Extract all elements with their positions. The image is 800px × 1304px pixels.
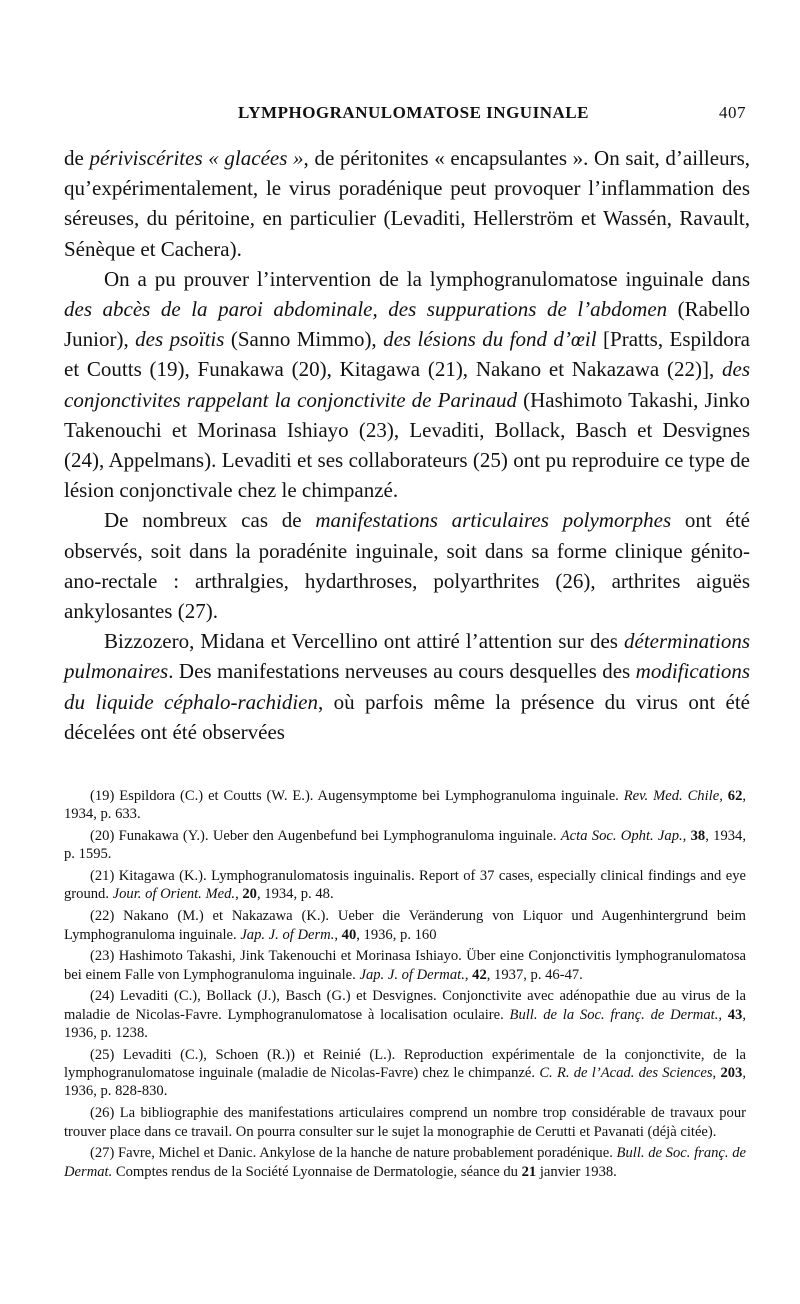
text-run: De nombreux cas de (104, 508, 316, 533)
italic-run: des abcès de la paroi abdominale, des suppurations de l’abdomen (64, 297, 668, 322)
footnote-text: , 1936, p. 1238. (64, 1006, 746, 1042)
paragraph-4 (64, 626, 750, 747)
footnote-text: (23) Hashimoto Takashi, Jink Takenouchi et Morinasa Ishiayo. Über eine Conjonctivitis lymphogranulomatosa bei einem Falle von Lymphogranuloma inguinale. (64, 948, 746, 983)
footnote-text: (20) Funakawa (Y.). Ueber den Augenbefund bei Lymphogranuloma inguinale. (90, 828, 561, 845)
main-text (64, 143, 750, 747)
text-run: , où parfois même la présence du virus ont été décelées ont été observées (64, 689, 750, 744)
footnote-journal: Bull. de Soc. franç. de Dermat. (64, 1145, 746, 1180)
footnote-27 (64, 1144, 746, 1181)
footnote-text: , (712, 1065, 721, 1082)
footnote-journal: Acta Soc. Opht. Jap., (560, 828, 687, 845)
paragraph-2 (64, 264, 750, 506)
footnote-text: (26) La bibliographie des manifestations articulaires comprend un nombre trop considérable de travaux pour trouver place dans ce travail. On pourra consulter sur le sujet la monographie de Cerutti et Pavanati (déjà citée). (64, 1105, 746, 1140)
footnote-21 (64, 867, 746, 904)
text-run: ont été observés, soit dans la poradénite inguinale, soit dans sa forme clinique génito-ano-rectale : arthralgies, hydarthroses, polyarthrites (26), arthrites aiguës ankylosantes (27). (64, 508, 750, 624)
italic-run: des conjonctivites rappelant la conjonctivite de Parinaud (64, 357, 750, 412)
footnote-text: janvier 1938. (536, 1163, 617, 1180)
footnote-journal: Rev. Med. Chile, (623, 788, 723, 804)
footnote-volume: 40 (341, 926, 357, 943)
footnote-26 (64, 1104, 746, 1141)
text-run: Bizzozero, Midana et Vercellino ont attiré l’attention sur des (104, 629, 624, 654)
footnote-text: , 1934, p. 633. (64, 788, 747, 823)
paragraph-1 (64, 143, 750, 264)
footnote-19 (64, 787, 746, 824)
footnotes (64, 787, 746, 1184)
footnote-25 (64, 1046, 746, 1101)
italic-run: des lésions du fond d’œil (383, 327, 597, 352)
footnote-text: , 1936, p. 828-830. (64, 1065, 746, 1100)
footnote-volume: 43 (727, 1006, 743, 1023)
footnote-text: , 1936, p. 160 (356, 926, 437, 943)
footnote-text: (25) Levaditi (C.), Schoen (R.)) et Reinié (L.). Reproduction expérimentale de la conjonctivite, de la lymphogranulomatose inguinale (maladie de Nicolas-Favre) chez le chimpanzé. (64, 1046, 746, 1082)
italic-run: déterminations pulmonaires (64, 629, 750, 684)
footnote-text: , (718, 1006, 728, 1023)
page-number: 407 (719, 103, 746, 122)
footnote-text: (21) Kitagawa (K.). Lymphogranulomatosis inguinalis. Report of 37 cases, especially clinical findings and eye ground. (64, 868, 746, 903)
running-title: LYMPHOGRANULOMATOSE INGUINALE (238, 103, 589, 122)
paragraph-3 (64, 505, 750, 626)
footnote-volume: 42 (472, 966, 487, 983)
text-run: [Pratts, Espildora et Coutts (19), Funakawa (20), Kitagawa (21), Nakano et Nakazawa (22)], (64, 327, 751, 382)
text-run: (Hashimoto Takashi, Jinko Takenouchi et Morinasa Ishiayo (23), Levaditi, Bollack, Basch et Desvignes (24), Appelmans). Levaditi et ses collaborateurs (25) ont pu reproduire ce type de lésion conjonctivale chez le chimpanzé. (64, 387, 750, 503)
text-run: (Rabello Junior), (64, 297, 750, 352)
italic-run: périviscérites « glacées » (89, 146, 304, 170)
footnote-text: , 1934, p. 48. (256, 886, 334, 903)
footnote-text: , 1937, p. 46-47. (486, 966, 583, 983)
italic-run: des psoïtis (135, 327, 225, 352)
footnote-text: (27) Favre, Michel et Danic. Ankylose de la hanche de nature probablement poradénique. (90, 1145, 617, 1162)
footnote-text: , (334, 926, 342, 943)
footnote-volume: 20 (242, 886, 257, 903)
italic-run: manifestations articulaires polymorphes (315, 508, 672, 533)
footnote-text: (24) Levaditi (C.), Bollack (J.), Basch (G.) et Desvignes. Conjonctivite avec adénopathie due au virus de la maladie de Nicolas-Favre. Lymphogranulomatose à localisation oculaire. (64, 988, 746, 1023)
footnote-volume: 38 (690, 828, 706, 845)
footnote-journal: Bull. de la Soc. franç. de Dermat. (509, 1006, 719, 1023)
footnote-volume: 21 (521, 1163, 537, 1180)
running-header (64, 103, 746, 127)
text-run: . Des manifestations nerveuses au cours desquelles des (168, 659, 636, 684)
footnote-text: , 1934, p. 1595. (64, 828, 746, 863)
footnote-text: (19) Espildora (C.) et Coutts (W. E.). Augensymptome bei Lymphogranuloma inguinale. (90, 788, 624, 804)
text-run: , de péritonites « encapsulantes ». On sait, d’ailleurs, qu’expérimentalement, le virus poradénique peut provoquer l’inflammation des séreuses, du péritoine, en particulier (Levaditi, Hellerström et Wassén, Ravault, Sénèque et Cachera). (64, 146, 750, 261)
footnote-24 (64, 987, 746, 1042)
footnote-20 (64, 827, 746, 864)
footnote-volume: 62 (727, 788, 743, 804)
italic-run: modifications du liquide céphalo-rachidien (64, 659, 750, 714)
footnote-22 (64, 907, 746, 944)
footnote-23 (64, 947, 746, 984)
footnote-journal: Jap. J. of Derm. (240, 926, 335, 943)
footnote-journal: Jour. of Orient. Med. (112, 886, 236, 903)
footnote-volume: 203 (720, 1065, 743, 1082)
footnote-text: , (464, 966, 473, 983)
footnote-text: (22) Nakano (M.) et Nakazawa (K.). Ueber die Veränderung von Liquor und Augenhintergrund beim Lymphogranuloma inguinale. (64, 908, 746, 943)
text-run: de (64, 146, 90, 170)
footnote-text: , (235, 886, 243, 903)
text-run: On a pu prouver l’intervention de la lymphogranulomatose inguinale dans (104, 266, 750, 291)
footnote-journal: Jap. J. of Dermat. (359, 966, 465, 983)
footnote-journal: C. R. de l’Acad. des Sciences (539, 1065, 713, 1082)
text-run: (Sanno Mimmo), (224, 327, 384, 352)
footnote-text: Comptes rendus de la Société Lyonnaise de Dermatologie, séance du (112, 1163, 522, 1180)
